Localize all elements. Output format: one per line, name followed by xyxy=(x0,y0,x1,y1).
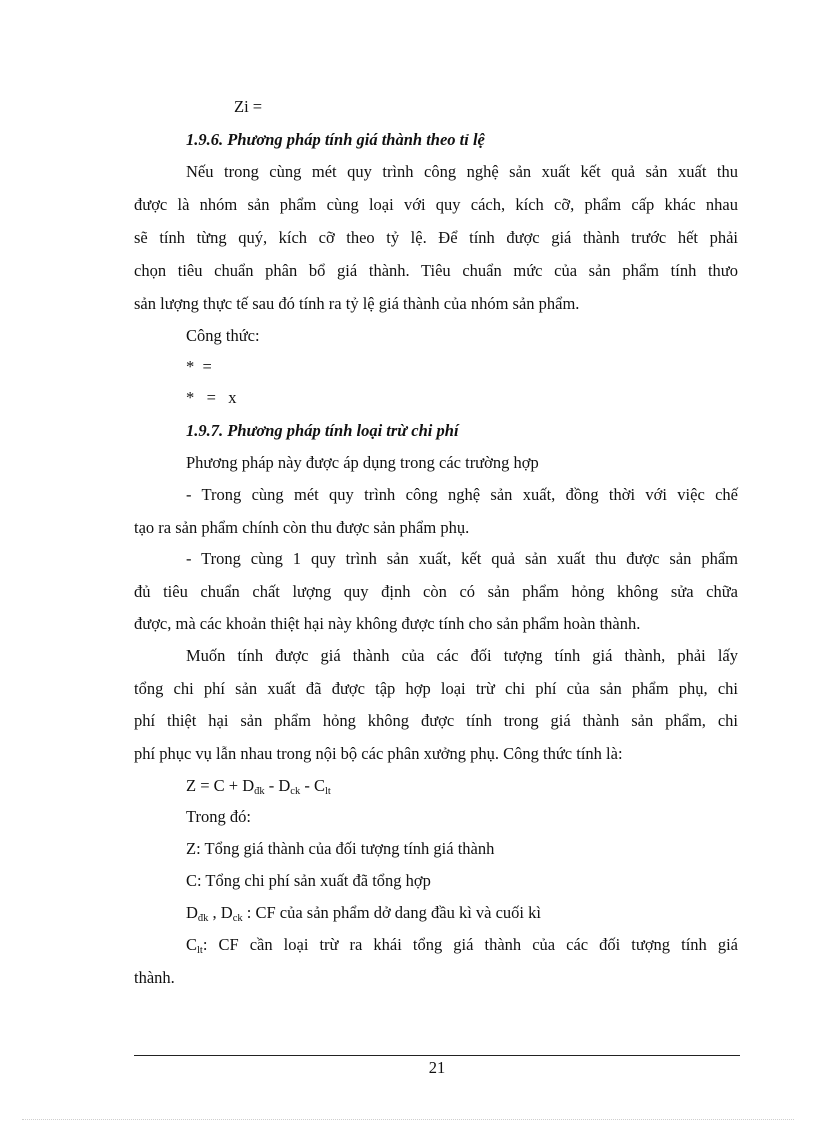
footer-rule xyxy=(134,1055,740,1056)
definition-subscript: ck xyxy=(232,913,243,924)
cost-formula xyxy=(186,776,331,796)
definition-clt xyxy=(186,935,738,955)
formula-text: - D xyxy=(264,776,291,795)
section-heading-1-9-7: 1.9.7. Phương pháp tính loại trừ chi phí xyxy=(186,421,459,440)
paragraph-line: được là nhóm sản phẩm cùng loại với quy cách, kích cỡ, phẩm cấp khác nhau xyxy=(134,195,738,214)
formula-line: * = x xyxy=(186,388,237,407)
formula-label: Công thức: xyxy=(186,326,260,345)
paragraph-line: phí thiệt hại sản phẩm hỏng không được tính trong giá thành sản phẩm, chi xyxy=(134,711,738,730)
formula-subscript: ck xyxy=(290,786,301,797)
formula-subscript: đk xyxy=(254,786,265,797)
definition-text: , D xyxy=(208,903,233,922)
paragraph-line: Phương pháp này được áp dụng trong các trường hợp xyxy=(186,453,539,472)
formula-line: * = xyxy=(186,357,212,376)
paragraph-line: sản lượng thực tế sau đó tính ra tỷ lệ giá thành của nhóm sản phẩm. xyxy=(134,294,580,313)
page-number: 21 xyxy=(428,1058,446,1077)
formula-zi: Zi = xyxy=(234,97,263,116)
paragraph-line: sẽ tính từng quý, kích cỡ theo tỷ lệ. Để tính được giá thành trước hết phải xyxy=(134,228,738,247)
paragraph-line: phí phục vụ lẫn nhau trong nội bộ các phân xưởng phụ. Công thức tính là: xyxy=(134,744,623,763)
paragraph-line: - Trong cùng mét quy trình công nghệ sản xuất, đồng thời với việc chế xyxy=(186,485,738,504)
paragraph-line: đủ tiêu chuẩn chất lượng quy định còn có sản phẩm hỏng không sửa chữa xyxy=(134,582,738,601)
page-bottom-border xyxy=(22,1119,794,1120)
formula-subscript: lt xyxy=(324,786,331,797)
definition-text: D xyxy=(186,903,198,922)
formula-text: Z = C + D xyxy=(186,776,255,795)
definition-c: C: Tổng chi phí sản xuất đã tổng hợp xyxy=(186,871,431,890)
paragraph-line: chọn tiêu chuẩn phân bổ giá thành. Tiêu chuẩn mức của sản phẩm tính thưo xyxy=(134,261,738,280)
paragraph-line: được, mà các khoản thiệt hại này không được tính cho sản phẩm hoàn thành. xyxy=(134,614,641,633)
definition-text: : CF cần loại trừ ra khái tổng giá thành của các đối tượng tính giá xyxy=(202,935,738,954)
definitions-label: Trong đó: xyxy=(186,807,251,826)
definition-text: C xyxy=(186,935,198,954)
paragraph-line: - Trong cùng 1 quy trình sản xuất, kết quả sản xuất thu được sản phẩm xyxy=(186,549,738,568)
definition-d xyxy=(186,903,541,923)
definition-text: : CF của sản phẩm dở dang đầu kì và cuối kì xyxy=(242,903,541,922)
definition-subscript: đk xyxy=(197,913,209,924)
paragraph-line: Muốn tính được giá thành của các đối tượng tính giá thành, phải lấy xyxy=(186,646,738,665)
definition-z: Z: Tổng giá thành của đối tượng tính giá thành xyxy=(186,839,495,858)
section-heading-1-9-6: 1.9.6. Phương pháp tính giá thành theo tỉ lệ xyxy=(186,130,485,149)
paragraph-line: tổng chi phí sản xuất đã được tập hợp loại trừ chi phí của sản phẩm phụ, chi xyxy=(134,679,738,698)
paragraph-line: tạo ra sản phẩm chính còn thu được sản phẩm phụ. xyxy=(134,518,470,537)
definition-subscript: lt xyxy=(197,945,203,956)
paragraph-line: Nếu trong cùng mét quy trình công nghệ sản xuất kết quả sản xuất thu xyxy=(186,162,738,181)
formula-text: - C xyxy=(300,776,325,795)
paragraph-line: thành. xyxy=(134,968,175,987)
